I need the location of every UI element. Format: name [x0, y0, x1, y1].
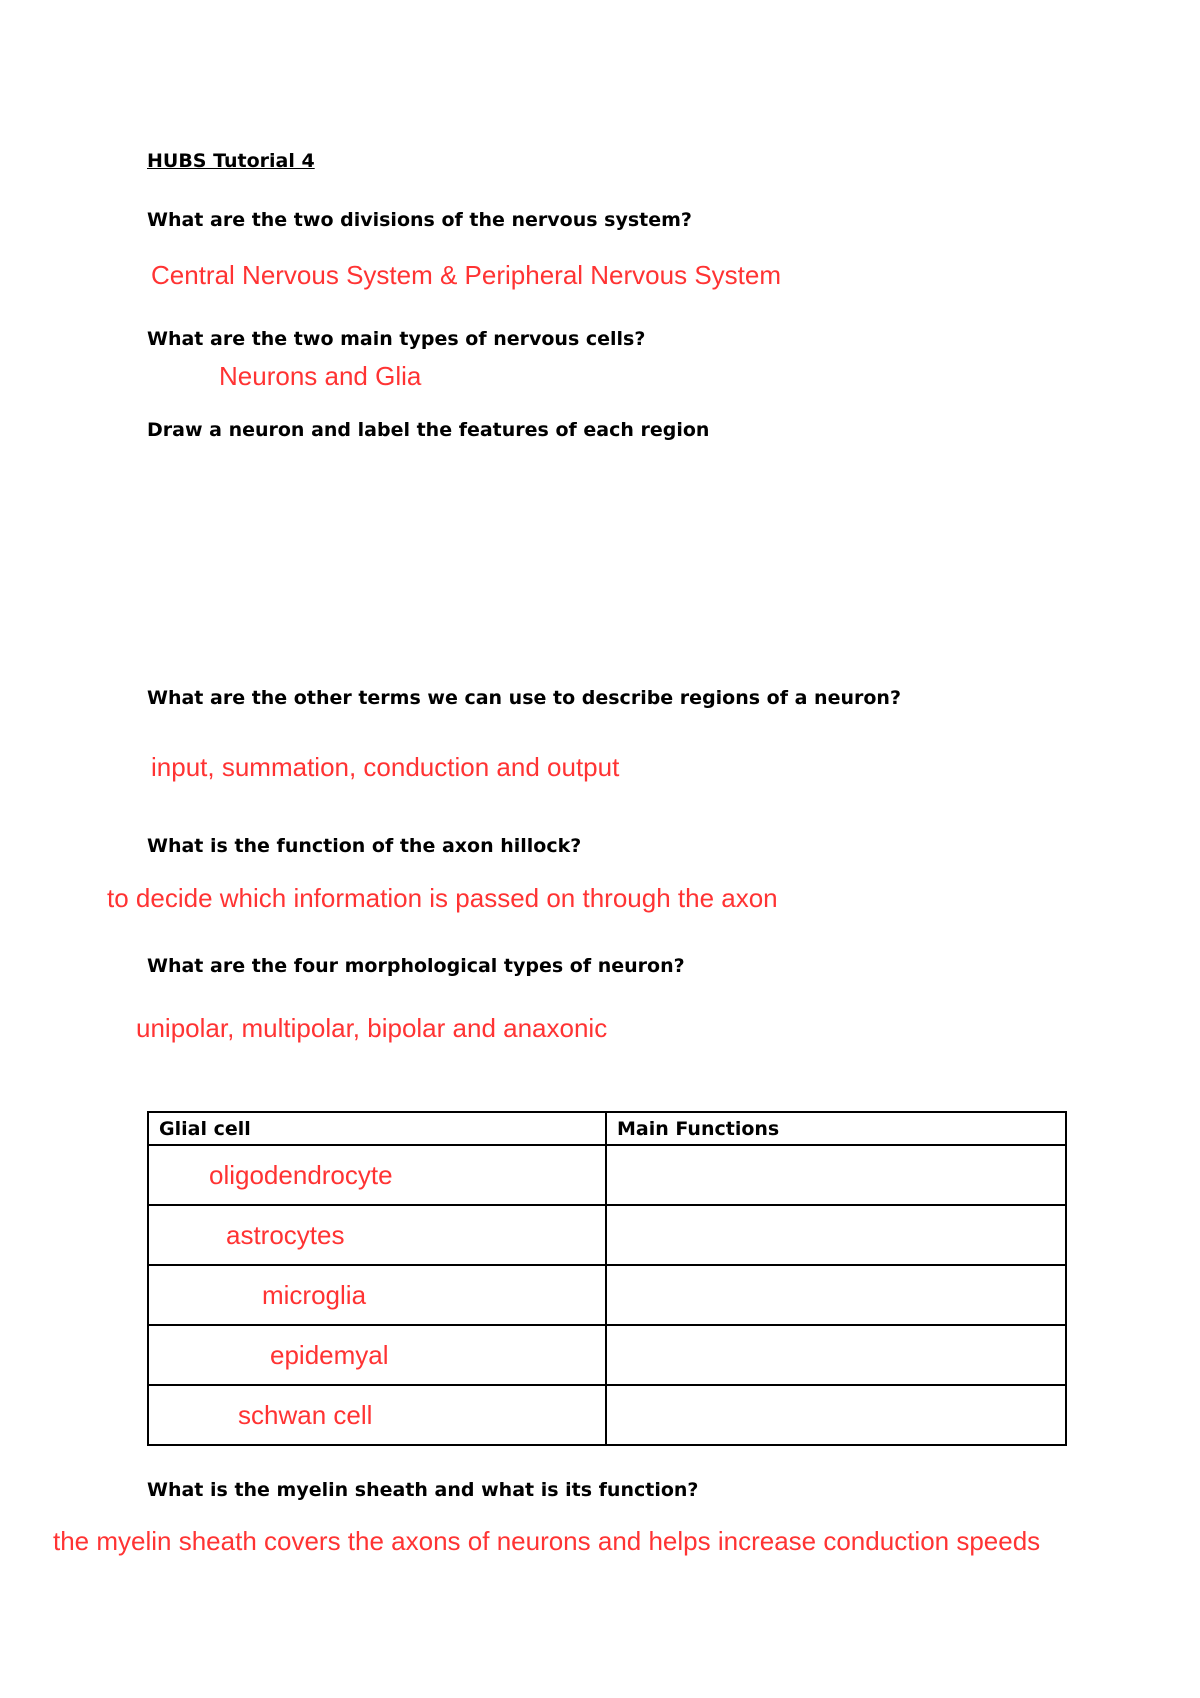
table-cell — [606, 1145, 1066, 1205]
table-cell — [606, 1325, 1066, 1385]
table-cell — [148, 1325, 606, 1385]
table-cell — [606, 1265, 1066, 1325]
glial-cell-table — [147, 1111, 1067, 1446]
question-4: What are the other terms we can use to describe regions of a neuron? — [147, 687, 901, 709]
answer-1: Central Nervous System & Peripheral Nervous System — [151, 260, 782, 290]
question-7: What is the myelin sheath and what is its function? — [147, 1479, 699, 1501]
answer-2: Neurons and Glia — [219, 361, 422, 391]
table-row — [148, 1385, 1066, 1445]
table-cell — [606, 1385, 1066, 1445]
table-header-glial-cell: Glial cell — [148, 1112, 606, 1145]
glial-cell-name: microglia — [262, 1279, 367, 1310]
table-cell — [148, 1385, 606, 1445]
answer-7: the myelin sheath covers the axons of neurons and helps increase conduction speeds — [53, 1526, 1041, 1556]
question-2: What are the two main types of nervous cells? — [147, 328, 646, 350]
document-title: HUBS Tutorial 4 — [147, 150, 315, 172]
answer-6: unipolar, multipolar, bipolar and anaxonic — [136, 1013, 608, 1043]
answer-4: input, summation, conduction and output — [151, 752, 620, 782]
table-row — [148, 1205, 1066, 1265]
table-cell — [148, 1265, 606, 1325]
question-6: What are the four morphological types of neuron? — [147, 955, 685, 977]
glial-cell-name: schwan cell — [238, 1399, 373, 1430]
table-row — [148, 1265, 1066, 1325]
glial-cell-name: epidemyal — [270, 1339, 389, 1370]
table-row — [148, 1325, 1066, 1385]
table-row — [148, 1145, 1066, 1205]
table-cell — [148, 1145, 606, 1205]
table-cell — [148, 1205, 606, 1265]
question-1: What are the two divisions of the nervous system? — [147, 209, 692, 231]
answer-5: to decide which information is passed on through the axon — [107, 883, 778, 913]
table-header-main-functions: Main Functions — [606, 1112, 1066, 1145]
glial-cell-name: astrocytes — [226, 1219, 345, 1250]
question-3: Draw a neuron and label the features of each region — [147, 419, 710, 441]
question-5: What is the function of the axon hillock? — [147, 835, 582, 857]
table-cell — [606, 1205, 1066, 1265]
table-header-row — [148, 1112, 1066, 1145]
glial-cell-name: oligodendrocyte — [209, 1159, 393, 1190]
